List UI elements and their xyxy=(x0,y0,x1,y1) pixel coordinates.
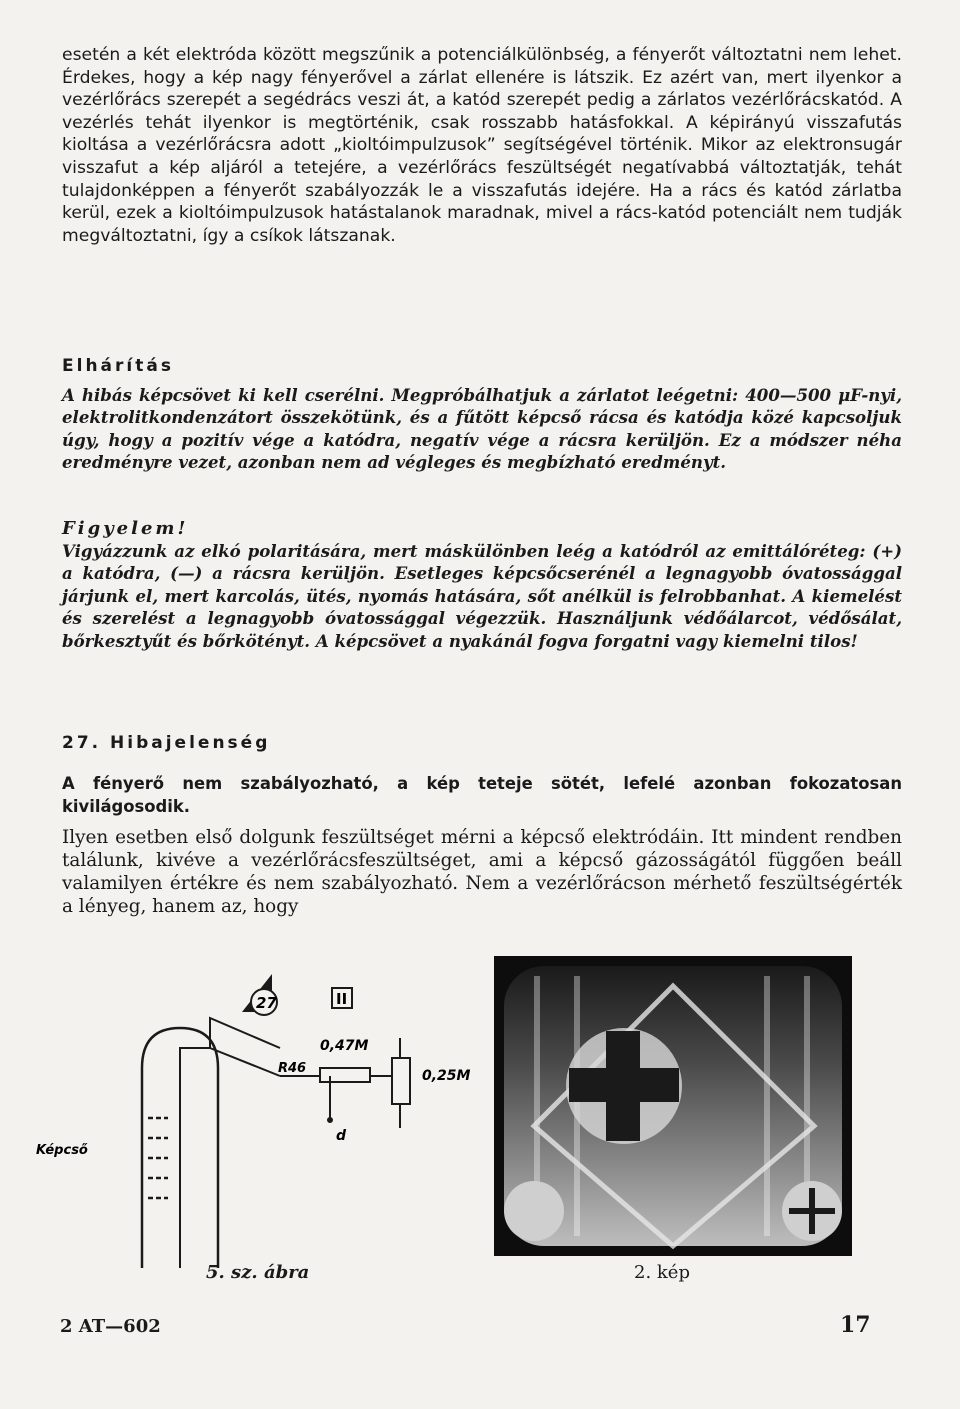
box-label: II xyxy=(336,990,348,1008)
heading-fault-27: 27. Hibajelenség xyxy=(62,733,271,753)
test-pattern-photo xyxy=(494,956,852,1256)
point-label: d xyxy=(336,1128,347,1144)
paragraph-intro: esetén a két elektróda között megszűnik a potenciálkülönbség, a fényerőt változtatni nem lehet. Érdekes, hogy a kép nagy fényerővel a zárlat ellenére is látszik. Ez azért van, mert ilyenkor a vezérlőrács szerepét a segédrács veszi át, a katód szerepét pedig a zárlatos vezérlőrácskatód. A vezérlés tehát ilyenkor is megtörténik, csak rosszabb hatásfokkal. A képirányú visszafutás kioltása a vezérlőrácsra adott „kioltóimpulzusok” segítségével történik. Mikor az elektronsugár visszafut a kép aljáról a tetejére, a vezérlőrács feszültségét negatívabbá változtatják, tehát tulajdonképpen a fényerőt szabályozzák le a visszafutás idejére. Ha a rács és katód zárlatba kerül, ezek a kioltóimpulzusok hatástalanok maradnak, mivel a rács-katód potenciált nem tudják megváltoztatni, így a csíkok látszanak. xyxy=(62,45,902,246)
heading-figyelem: Figyelem! xyxy=(62,518,189,539)
wire-diag xyxy=(210,1048,280,1076)
corner-circle-left xyxy=(504,1181,564,1241)
paragraph-symptom: A fényerő nem szabályozható, a kép teteje sötét, lefelé azonban fokozatosan kivilágosodik. xyxy=(62,774,902,816)
photo-caption: 2. kép xyxy=(634,1262,690,1283)
circuit-diagram xyxy=(30,968,500,1268)
tube-grid-dashes xyxy=(148,1118,168,1198)
value-top: 0,47M xyxy=(320,1038,369,1054)
paragraph-warning: Vigyázzunk az elkó polaritására, mert máskülönben leég a katódról az emittálóréteg: (+) a katódra, (—) a rácsra kerüljön. Esetleges képcsőcserénél a legnagyobb óvatossággal járjunk el, mert karcolás, ütés, nyomás hatására, sőt anélkül is felrobbanhat. A kiemelést és szerelést a legnagyobb óvatossággal végezzük. Használjunk védőálarcot, védősálat, bőrkesztyűt és bőrkötényt. A képcsövet a nyakánál fogva forgatni vagy kiemelni tilos! xyxy=(62,541,902,651)
heading-elharitas: Elhárítás xyxy=(62,356,174,376)
warning-triangle-icon xyxy=(242,974,277,1015)
resistor-label: R46 xyxy=(278,1061,307,1076)
paragraph-repair: A hibás képcsövet ki kell cserélni. Megpróbálhatjuk a zárlatot leégetni: 400—500 μF-nyi, elektrolitkondenzátort összekötünk, és a fűtött képcső rácsa és katódja közé kapcsoljuk úgy, hogy a pozitív vége a katódra, negatív vége a rácsra kerüljön. Ez a módszer néha eredményre vezet, azonban nem ad végleges és megbízható eredményt. xyxy=(62,385,902,473)
potentiometer xyxy=(392,1058,410,1104)
footer-signature: 2 AT—602 xyxy=(60,1316,161,1337)
wire-top xyxy=(180,1018,280,1058)
value-right: 0,25M xyxy=(422,1068,471,1084)
page-number: 17 xyxy=(840,1312,871,1338)
resistor-top xyxy=(320,1068,370,1082)
paragraph-diagnosis: Ilyen esetben első dolgunk feszültséget mérni a képcső elektródáin. Itt mindent rendben találunk, kivéve a vezérlőrácsfeszültséget, ami a képcső gázosságától függően beáll valamilyen értékre és nem szabályozható. Nem a vezérlőrácson mérhető feszültségérték a lényeg, hanem az, hogy xyxy=(62,827,902,917)
symbol-number: 27 xyxy=(256,994,277,1012)
tube-label: Képcső xyxy=(36,1143,88,1158)
figure-caption: 5. sz. ábra xyxy=(206,1262,310,1283)
